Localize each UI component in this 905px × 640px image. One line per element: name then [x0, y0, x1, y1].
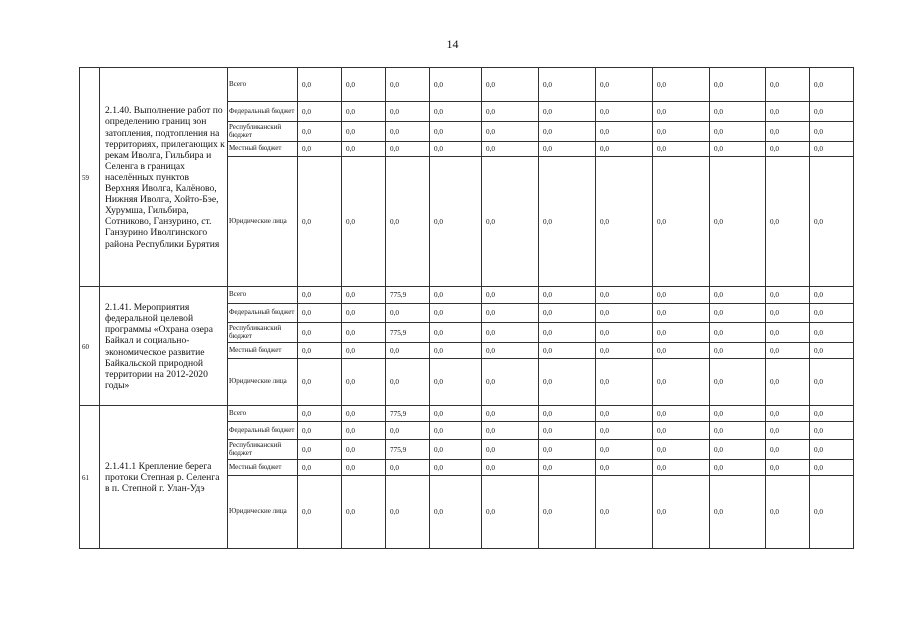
value-cell: 0,0 — [810, 157, 854, 287]
value-cell: 0,0 — [298, 323, 342, 343]
value-cell: 0,0 — [386, 476, 430, 549]
value-cell: 0,0 — [596, 406, 653, 422]
funding-source-label: Местный бюджет — [228, 142, 298, 157]
value-cell: 0,0 — [298, 422, 342, 440]
value-cell: 0,0 — [710, 102, 766, 122]
value-cell: 0,0 — [482, 422, 539, 440]
value-cell: 0,0 — [430, 440, 482, 460]
value-cell: 0,0 — [766, 68, 810, 102]
measure-description: 2.1.40. Выполнение работ по определению границ зон затопления, подтопления на территориях, прилегающих к рекам Иволга, Гильбира и Селенга в границах населённых пунктов Верхняя Иволга, Калёново, Нижняя Иволга, Хойто-Бэе, Хурумша, Гильбира, Сотниково, Ганзурино, ст. Ганзурино Иволгинского района Республики Бурятия — [100, 68, 228, 287]
value-cell: 0,0 — [653, 460, 710, 476]
funding-source-label: Республиканский бюджет — [228, 323, 298, 343]
value-cell: 0,0 — [386, 359, 430, 406]
value-cell: 0,0 — [342, 287, 386, 304]
value-cell: 0,0 — [539, 359, 596, 406]
value-cell: 0,0 — [539, 304, 596, 323]
value-cell: 0,0 — [342, 122, 386, 142]
value-cell: 0,0 — [710, 287, 766, 304]
value-cell: 0,0 — [298, 343, 342, 359]
value-cell: 0,0 — [430, 422, 482, 440]
value-cell: 0,0 — [342, 323, 386, 343]
value-cell: 0,0 — [430, 323, 482, 343]
table-row — [80, 406, 854, 422]
funding-source-label: Федеральный бюджет — [228, 102, 298, 122]
value-cell: 0,0 — [482, 304, 539, 323]
value-cell: 0,0 — [430, 142, 482, 157]
value-cell: 0,0 — [298, 122, 342, 142]
table-row — [80, 287, 854, 304]
value-cell: 0,0 — [539, 406, 596, 422]
value-cell: 0,0 — [810, 287, 854, 304]
value-cell: 0,0 — [342, 157, 386, 287]
value-cell: 0,0 — [766, 343, 810, 359]
value-cell: 0,0 — [810, 122, 854, 142]
value-cell: 0,0 — [766, 476, 810, 549]
value-cell: 0,0 — [430, 102, 482, 122]
value-cell: 0,0 — [430, 406, 482, 422]
table-row — [80, 68, 854, 102]
value-cell: 0,0 — [596, 359, 653, 406]
value-cell: 0,0 — [482, 142, 539, 157]
value-cell: 0,0 — [653, 122, 710, 142]
value-cell: 0,0 — [596, 102, 653, 122]
value-cell: 0,0 — [430, 476, 482, 549]
funding-source-label: Юридические лица — [228, 476, 298, 549]
value-cell: 0,0 — [342, 460, 386, 476]
value-cell: 0,0 — [298, 287, 342, 304]
value-cell: 0,0 — [596, 422, 653, 440]
value-cell: 0,0 — [653, 440, 710, 460]
funding-source-label: Федеральный бюджет — [228, 422, 298, 440]
value-cell: 0,0 — [482, 287, 539, 304]
value-cell: 0,0 — [482, 157, 539, 287]
value-cell: 0,0 — [482, 476, 539, 549]
value-cell: 0,0 — [482, 359, 539, 406]
value-cell: 0,0 — [539, 343, 596, 359]
value-cell: 0,0 — [596, 343, 653, 359]
funding-source-label: Всего — [228, 287, 298, 304]
value-cell: 0,0 — [710, 142, 766, 157]
value-cell: 0,0 — [539, 323, 596, 343]
value-cell: 0,0 — [766, 460, 810, 476]
value-cell: 0,0 — [482, 102, 539, 122]
value-cell: 0,0 — [653, 142, 710, 157]
value-cell: 0,0 — [386, 422, 430, 440]
value-cell: 0,0 — [539, 440, 596, 460]
value-cell: 0,0 — [596, 68, 653, 102]
value-cell: 0,0 — [386, 460, 430, 476]
value-cell: 0,0 — [342, 422, 386, 440]
value-cell: 0,0 — [810, 304, 854, 323]
value-cell: 0,0 — [810, 406, 854, 422]
value-cell: 0,0 — [710, 68, 766, 102]
value-cell: 0,0 — [596, 304, 653, 323]
value-cell: 0,0 — [342, 304, 386, 323]
funding-source-label: Местный бюджет — [228, 343, 298, 359]
page-number: 14 — [446, 37, 459, 51]
value-cell: 0,0 — [710, 343, 766, 359]
value-cell: 775,9 — [386, 287, 430, 304]
row-number: 59 — [80, 68, 100, 287]
value-cell: 0,0 — [766, 142, 810, 157]
value-cell: 0,0 — [342, 406, 386, 422]
value-cell: 0,0 — [710, 304, 766, 323]
value-cell: 0,0 — [710, 476, 766, 549]
value-cell: 0,0 — [710, 323, 766, 343]
funding-source-label: Федеральный бюджет — [228, 304, 298, 323]
measure-description: 2.1.41.1 Крепление берега протоки Степная р. Селенга в п. Степной г. Улан-Удэ — [100, 406, 228, 549]
value-cell: 0,0 — [810, 440, 854, 460]
value-cell: 0,0 — [653, 157, 710, 287]
value-cell: 0,0 — [596, 287, 653, 304]
value-cell: 0,0 — [810, 102, 854, 122]
value-cell: 0,0 — [342, 102, 386, 122]
value-cell: 0,0 — [653, 359, 710, 406]
value-cell: 0,0 — [596, 323, 653, 343]
funding-source-label: Республиканский бюджет — [228, 122, 298, 142]
value-cell: 0,0 — [596, 157, 653, 287]
value-cell: 0,0 — [298, 142, 342, 157]
value-cell: 0,0 — [430, 304, 482, 323]
value-cell: 0,0 — [342, 142, 386, 157]
value-cell: 0,0 — [653, 406, 710, 422]
funding-source-label: Всего — [228, 406, 298, 422]
value-cell: 0,0 — [342, 476, 386, 549]
value-cell: 0,0 — [810, 343, 854, 359]
value-cell: 0,0 — [810, 68, 854, 102]
value-cell: 0,0 — [596, 440, 653, 460]
value-cell: 0,0 — [766, 304, 810, 323]
value-cell: 0,0 — [539, 142, 596, 157]
value-cell: 0,0 — [653, 102, 710, 122]
value-cell: 0,0 — [539, 476, 596, 549]
value-cell: 0,0 — [298, 406, 342, 422]
value-cell: 0,0 — [710, 440, 766, 460]
value-cell: 0,0 — [539, 422, 596, 440]
value-cell: 0,0 — [596, 476, 653, 549]
value-cell: 0,0 — [766, 359, 810, 406]
value-cell: 0,0 — [298, 359, 342, 406]
value-cell: 0,0 — [539, 68, 596, 102]
value-cell: 0,0 — [342, 359, 386, 406]
value-cell: 0,0 — [810, 476, 854, 549]
value-cell: 0,0 — [298, 157, 342, 287]
value-cell: 0,0 — [653, 422, 710, 440]
value-cell: 0,0 — [710, 460, 766, 476]
value-cell: 0,0 — [386, 343, 430, 359]
value-cell: 0,0 — [653, 68, 710, 102]
value-cell: 0,0 — [298, 304, 342, 323]
funding-source-label: Юридические лица — [228, 157, 298, 287]
value-cell: 0,0 — [539, 102, 596, 122]
value-cell: 775,9 — [386, 406, 430, 422]
value-cell: 0,0 — [653, 323, 710, 343]
value-cell: 0,0 — [482, 122, 539, 142]
value-cell: 0,0 — [298, 440, 342, 460]
value-cell: 0,0 — [482, 406, 539, 422]
budget-table — [79, 67, 854, 549]
value-cell: 0,0 — [539, 287, 596, 304]
value-cell: 0,0 — [596, 460, 653, 476]
value-cell: 0,0 — [539, 460, 596, 476]
value-cell: 0,0 — [386, 122, 430, 142]
value-cell: 0,0 — [342, 343, 386, 359]
value-cell: 0,0 — [386, 304, 430, 323]
value-cell: 0,0 — [430, 460, 482, 476]
value-cell: 775,9 — [386, 323, 430, 343]
value-cell: 0,0 — [766, 440, 810, 460]
value-cell: 0,0 — [482, 343, 539, 359]
value-cell: 0,0 — [298, 102, 342, 122]
funding-source-label: Юридические лица — [228, 359, 298, 406]
value-cell: 0,0 — [596, 142, 653, 157]
value-cell: 0,0 — [386, 157, 430, 287]
row-number: 60 — [80, 287, 100, 406]
value-cell: 0,0 — [653, 304, 710, 323]
value-cell: 0,0 — [810, 422, 854, 440]
value-cell: 0,0 — [766, 122, 810, 142]
funding-source-label: Республиканский бюджет — [228, 440, 298, 460]
value-cell: 0,0 — [342, 68, 386, 102]
value-cell: 775,9 — [386, 440, 430, 460]
value-cell: 0,0 — [298, 460, 342, 476]
value-cell: 0,0 — [596, 122, 653, 142]
value-cell: 0,0 — [386, 142, 430, 157]
value-cell: 0,0 — [430, 157, 482, 287]
funding-source-label: Местный бюджет — [228, 460, 298, 476]
value-cell: 0,0 — [539, 157, 596, 287]
value-cell: 0,0 — [386, 102, 430, 122]
value-cell: 0,0 — [710, 422, 766, 440]
value-cell: 0,0 — [766, 157, 810, 287]
value-cell: 0,0 — [430, 359, 482, 406]
value-cell: 0,0 — [482, 68, 539, 102]
value-cell: 0,0 — [482, 323, 539, 343]
funding-source-label: Всего — [228, 68, 298, 102]
value-cell: 0,0 — [430, 122, 482, 142]
value-cell: 0,0 — [430, 68, 482, 102]
measure-description: 2.1.41. Мероприятия федеральной целевой программы «Охрана озера Байкал и социально-экономическое развитие Байкальской природной территории на 2012-2020 годы» — [100, 287, 228, 406]
value-cell: 0,0 — [386, 68, 430, 102]
value-cell: 0,0 — [653, 287, 710, 304]
value-cell: 0,0 — [430, 343, 482, 359]
value-cell: 0,0 — [539, 122, 596, 142]
value-cell: 0,0 — [710, 122, 766, 142]
value-cell: 0,0 — [653, 343, 710, 359]
row-number: 61 — [80, 406, 100, 549]
value-cell: 0,0 — [766, 422, 810, 440]
value-cell: 0,0 — [766, 102, 810, 122]
value-cell: 0,0 — [766, 287, 810, 304]
value-cell: 0,0 — [482, 440, 539, 460]
value-cell: 0,0 — [430, 287, 482, 304]
value-cell: 0,0 — [653, 476, 710, 549]
value-cell: 0,0 — [710, 359, 766, 406]
value-cell: 0,0 — [482, 460, 539, 476]
value-cell: 0,0 — [710, 406, 766, 422]
value-cell: 0,0 — [766, 406, 810, 422]
value-cell: 0,0 — [766, 323, 810, 343]
value-cell: 0,0 — [298, 476, 342, 549]
value-cell: 0,0 — [810, 142, 854, 157]
value-cell: 0,0 — [810, 359, 854, 406]
value-cell: 0,0 — [342, 440, 386, 460]
value-cell: 0,0 — [810, 323, 854, 343]
value-cell: 0,0 — [710, 157, 766, 287]
value-cell: 0,0 — [298, 68, 342, 102]
value-cell: 0,0 — [810, 460, 854, 476]
